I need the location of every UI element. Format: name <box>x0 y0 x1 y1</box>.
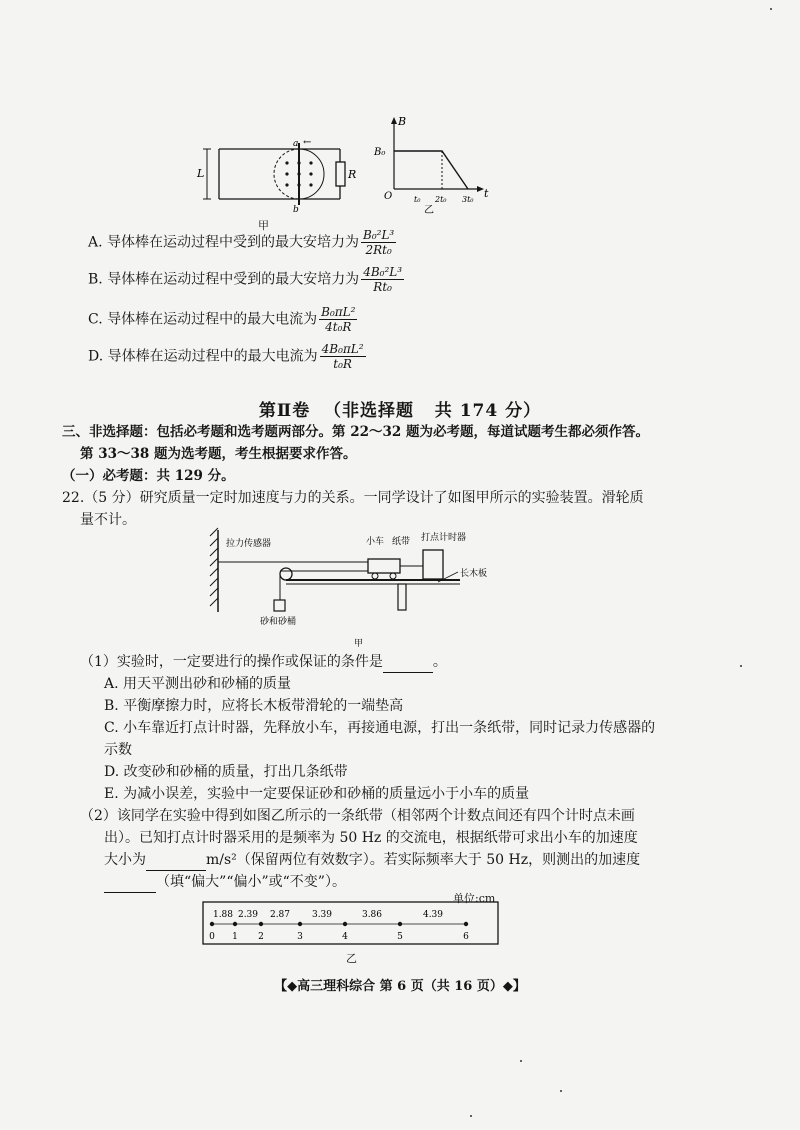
label-bucket: 砂和砂桶 <box>260 617 297 627</box>
point-1: 1 <box>232 932 238 942</box>
point-0: 0 <box>209 932 215 942</box>
q22-intro-line2: 量不计。 <box>80 512 136 528</box>
label-timer: 打点计时器 <box>421 533 467 543</box>
figure-paper-tape <box>202 901 500 946</box>
segment-5-6: 4.39 <box>422 910 444 920</box>
b0-label: B₀ <box>374 147 386 158</box>
segment-4-5: 3.86 <box>361 910 383 920</box>
fraction-b: $\frac{\text{4B₀²L³}}{\text{Rt₀}}$ <box>363 265 403 294</box>
q22-intro-line1: 22.（5 分）研究质量一定时加速度与力的关系。一同学设计了如图甲所示的实验装置。滑轮质 <box>62 490 644 506</box>
label-cart: 小车 <box>366 537 385 547</box>
fraction-c: $\frac{\text{B₀πL²}}{\text{4t₀R}}$ <box>321 305 356 334</box>
point-3: 3 <box>297 932 303 942</box>
scan-speck <box>520 1060 522 1062</box>
fraction-a: $\frac{\text{B₀²L³}}{\text{2Rt₀}}$ <box>363 228 395 257</box>
point-4: 4 <box>342 932 348 942</box>
axis-y-label: B <box>398 115 407 128</box>
arrow-left-icon: ← <box>303 137 312 148</box>
instructions-line2: 第 33～38 题为选考题，考生根据要求作答。 <box>80 446 357 462</box>
label-R: R <box>348 168 357 181</box>
tick-2t0: 2t₀ <box>435 195 447 204</box>
tick-t0: t₀ <box>414 195 421 204</box>
instructions-line1: 三、非选择题：包括必考题和选考题两部分。第 22～32 题为必考题，每道试题考生都必须作答。 <box>62 424 649 440</box>
required-heading: （一）必考题：共 129 分。 <box>62 468 235 484</box>
segment-3-4: 3.39 <box>311 910 333 920</box>
choice-a: A. 用天平测出砂和砂桶的质量 <box>104 676 292 692</box>
q22-part2-line3: 大小为 m/s²（保留两位有效数字）。若实际频率大于 50 Hz，则测出的加速度 <box>104 850 640 871</box>
origin-label: O <box>384 191 393 202</box>
choice-e: E. 为减小误差，实验中一定要保证砂和砂桶的质量远小于小车的质量 <box>104 786 530 802</box>
segment-2-3: 2.87 <box>269 910 291 920</box>
figure-rails-diagram <box>195 135 370 215</box>
label-b: b <box>293 205 299 215</box>
fraction-d: $\frac{\text{4B₀πL²}}{\text{t₀R}}$ <box>321 342 364 371</box>
q22-part2-line4: （填“偏大”“偏小”或“不变”）。 <box>104 872 346 893</box>
label-a: a <box>293 139 299 149</box>
q22-part2-line1: （2）该同学在实验中得到如图乙所示的一条纸带（相邻两个计数点间还有四个计时点未画 <box>80 808 635 824</box>
q22-part2-line2: 出）。已知打点计时器采用的是频率为 50 Hz 的交流电，根据纸带可求出小车的加速度 <box>104 830 638 846</box>
option-c: C. 导体棒在运动过程中的最大电流为 $\frac{\text{B₀πL²}}{\text{4t₀R}}$ <box>88 305 356 334</box>
axis-x-label: t <box>484 187 489 200</box>
label-force-sensor: 拉力传感器 <box>226 539 272 549</box>
tape-unit: 单位:cm <box>453 892 496 905</box>
q22-part1: （1）实验时，一定要进行的操作或保证的条件是 。 <box>80 652 447 673</box>
scan-speck <box>770 8 772 10</box>
option-d: D. 导体棒在运动过程中的最大电流为 $\frac{\text{4B₀πL²}}{\text{t₀R}}$ <box>88 342 364 371</box>
label-tape: 纸带 <box>392 537 411 547</box>
choice-c: C. 小车靠近打点计时器，先释放小车，再接通电源，打出一条纸带，同时记录力传感器的 <box>104 720 656 736</box>
apparatus-caption: 甲 <box>354 639 364 649</box>
scan-speck <box>740 665 742 667</box>
label-L: L <box>197 167 205 180</box>
choice-c-cont: 示数 <box>104 742 132 758</box>
scan-speck <box>470 1115 472 1117</box>
label-board: 长木板 <box>460 569 488 579</box>
choice-d: D. 改变砂和砂桶的质量，打出几条纸带 <box>104 764 348 780</box>
answer-blank-3 <box>104 872 156 893</box>
answer-blank-2 <box>146 850 206 871</box>
segment-1-2: 2.39 <box>237 910 259 920</box>
option-a: A. 导体棒在运动过程中受到的最大安培力为 $\frac{\text{B₀²L³}}{\text{2Rt₀}}$ <box>88 228 395 257</box>
point-6: 6 <box>463 932 469 942</box>
figure-bt-graph <box>372 115 497 215</box>
tape-caption: 乙 <box>346 952 357 965</box>
segment-0-1: 1.88 <box>212 910 234 920</box>
fig-yi-caption: 乙 <box>424 205 434 215</box>
choice-b: B. 平衡摩擦力时，应将长木板带滑轮的一端垫高 <box>104 698 404 714</box>
page-footer: 【◆高三理科综合 第 6 页（共 16 页）◆】 <box>274 979 526 994</box>
tick-3t0: 3t₀ <box>462 195 474 204</box>
figure-apparatus <box>208 522 508 650</box>
fig-jia-caption: 甲 <box>258 219 269 232</box>
option-b: B. 导体棒在运动过程中受到的最大安培力为 $\frac{\text{4B₀²L³}}{\text{Rt₀}}$ <box>88 265 403 294</box>
point-5: 5 <box>397 932 403 942</box>
section-title: 第Ⅱ卷 （非选择题 共 174 分） <box>258 401 542 421</box>
answer-blank-1 <box>383 652 433 673</box>
scan-speck <box>560 1090 562 1092</box>
point-2: 2 <box>258 932 264 942</box>
